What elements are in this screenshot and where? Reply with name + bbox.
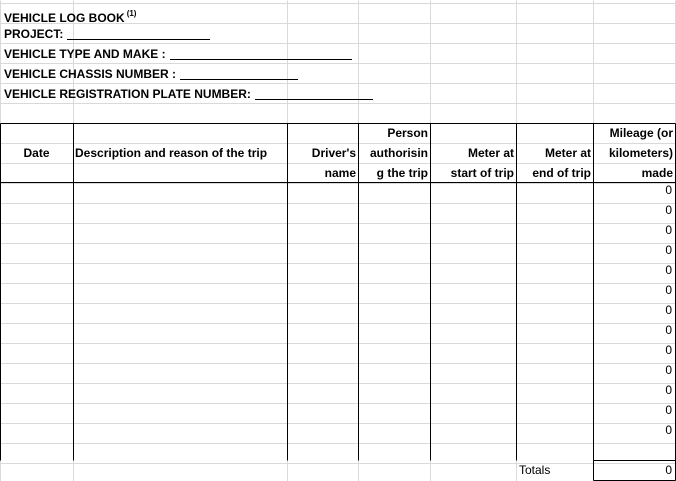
col-header-person-line3[interactable]: g the trip [376, 166, 428, 180]
registration-line [4, 84, 373, 104]
totals-label[interactable]: Totals [519, 463, 551, 477]
col-header-meter-start-line2[interactable]: start of trip [450, 166, 514, 180]
col-header-driver-line2[interactable]: name [324, 166, 356, 180]
vehicle-type-blank[interactable] [170, 46, 352, 60]
registration-label: VEHICLE REGISTRATION PLATE NUMBER: [4, 87, 251, 101]
mileage-cell[interactable]: 0 [665, 303, 672, 317]
col-header-person-line2[interactable]: authorisin [369, 146, 428, 160]
mileage-cell[interactable]: 0 [665, 243, 672, 257]
col-header-driver-line1[interactable]: Driver's [311, 146, 356, 160]
totals-value[interactable]: 0 [665, 463, 672, 477]
col-header-person-line1[interactable]: Person [387, 126, 428, 140]
col-header-description[interactable]: Description and reason of the trip [75, 146, 268, 160]
title-text: VEHICLE LOG BOOK [4, 11, 125, 25]
col-header-mileage-line3[interactable]: made [641, 166, 673, 180]
chassis-label: VEHICLE CHASSIS NUMBER : [4, 67, 177, 81]
project-blank[interactable] [67, 26, 210, 40]
vehicle-type-line [4, 44, 352, 64]
project-label: PROJECT: [4, 27, 64, 41]
chassis-line [4, 64, 298, 84]
chassis-blank[interactable] [180, 66, 298, 80]
col-header-mileage-line1[interactable]: Mileage (or [609, 126, 673, 140]
registration-blank[interactable] [255, 86, 373, 100]
title-footnote: (1) [126, 9, 137, 18]
mileage-cell[interactable]: 0 [665, 423, 672, 437]
mileage-cell[interactable]: 0 [665, 323, 672, 337]
mileage-cell[interactable]: 0 [665, 403, 672, 417]
log-book-title [4, 4, 136, 24]
col-header-meter-end-line2[interactable]: end of trip [532, 166, 591, 180]
mileage-cell[interactable]: 0 [665, 263, 672, 277]
mileage-cell[interactable]: 0 [665, 363, 672, 377]
col-header-meter-start-line1[interactable]: Meter at [467, 146, 514, 160]
col-header-mileage-line2[interactable]: kilometers) [608, 146, 673, 160]
col-header-date[interactable]: Date [23, 146, 50, 160]
vehicle-type-label: VEHICLE TYPE AND MAKE : [4, 47, 166, 61]
col-header-meter-end-line1[interactable]: Meter at [544, 146, 591, 160]
mileage-cell[interactable]: 0 [665, 203, 672, 217]
project-line [4, 24, 210, 44]
mileage-cell[interactable]: 0 [665, 343, 672, 357]
mileage-cell[interactable]: 0 [665, 183, 672, 197]
mileage-cell[interactable]: 0 [665, 283, 672, 297]
mileage-cell[interactable]: 0 [665, 383, 672, 397]
mileage-cell[interactable]: 0 [665, 223, 672, 237]
